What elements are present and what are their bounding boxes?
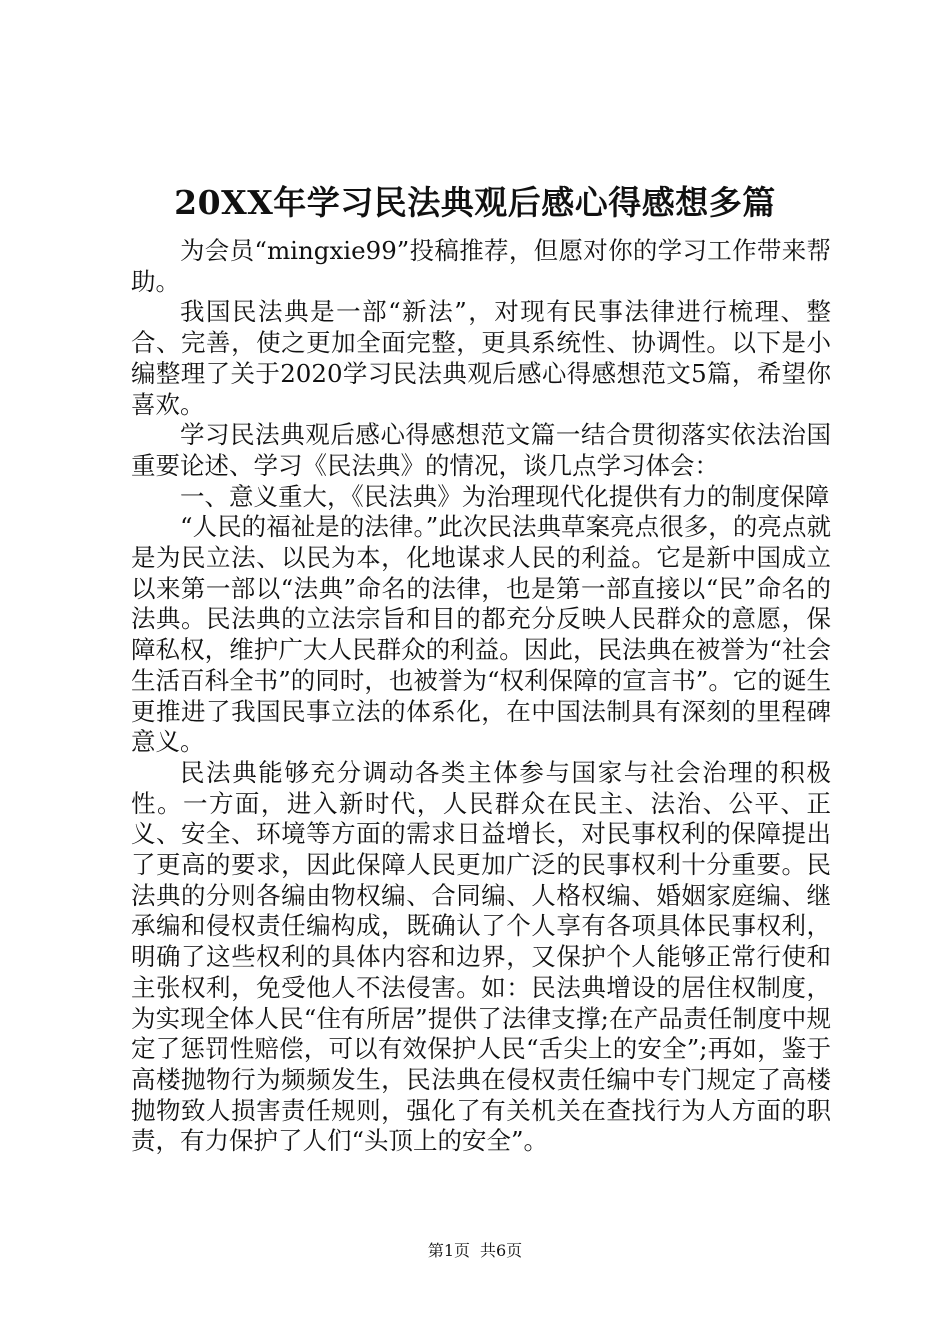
paragraph: 民法典能够充分调动各类主体参与国家与社会治理的积极性。一方面，进入新时代，人民群众在民主、法治、公平、正义、安全、环境等方面的需求日益增长，对民事权利的保障提出了更高的要求，因此保障人民更加广泛的民事权利十分重要。民法典的分则各编由物权编、合同编、人格权编、婚姻家庭编、继承编和侵权责任编构成，既确认了个人享有各项具体民事权利，明确了这些权利的具体内容和边界，又保护个人能够正常行使和主张权利，免受他人不法侵害。如：民法典增设的居住权制度，为实现全体人民“住有所居”提供了法律支撑;在产品责任制度中规定了惩罚性赔偿，可以有效保护人民“舌尖上的安全”;再如，鉴于高楼抛物行为频频发生，民法典在侵权责任编中专门规定了高楼抛物致人损害责任规则，强化了有关机关在查找行为人方面的职责，有力保护了人们“头顶上的安全”。	[131, 757, 831, 1156]
page-footer	[0, 1240, 950, 1262]
paragraph: 学习民法典观后感心得感想范文篇一结合贯彻落实依法治国重要论述、学习《民法典》的情况，谈几点学习体会：	[131, 420, 831, 480]
page-number: 第1页	[427, 1241, 470, 1260]
paragraph: 一、意义重大，《民法典》为治理现代化提供有力的制度保障	[180, 481, 830, 511]
paragraph: 为会员“mingxie99”投稿推荐，但愿对你的学习工作带来帮助。	[131, 236, 831, 296]
document-body	[131, 236, 831, 1157]
paragraph: 我国民法典是一部“新法”，对现有民事法律进行梳理、整合、完善，使之更加全面完整，更具系统性、协调性。以下是小编整理了关于2020学习民法典观后感心得感想范文5篇，希望你喜欢。	[131, 297, 831, 419]
page-total: 共6页	[480, 1241, 523, 1260]
paragraph: “人民的福祉是的法律。”此次民法典草案亮点很多，的亮点就是为民立法、以民为本，化地谋求人民的利益。它是新中国成立以来第一部以“法典”命名的法律，也是第一部直接以“民”命名的法典。民法典的立法宗旨和目的都充分反映人民群众的意愿，保障私权，维护广大人民群众的利益。因此，民法典在被誉为“社会生活百科全书”的同时，也被誉为“权利保障的宣言书”。它的诞生更推进了我国民事立法的体系化，在中国法制具有深刻的里程碑意义。	[131, 512, 831, 757]
document-title: 20XX年学习民法典观后感心得感想多篇	[174, 183, 776, 222]
